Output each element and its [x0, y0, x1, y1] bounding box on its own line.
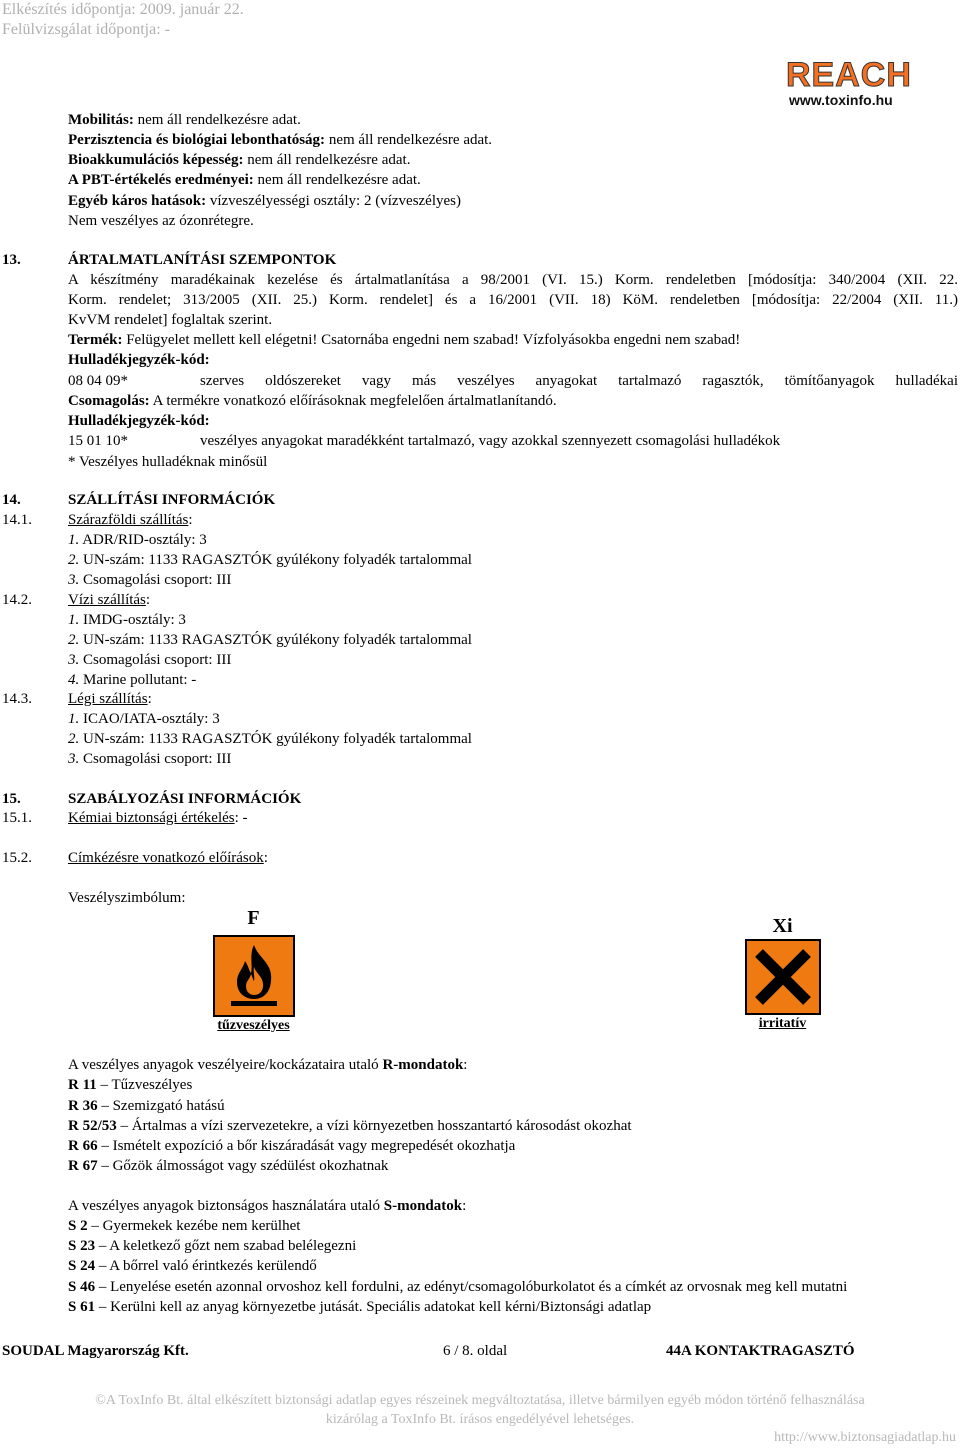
footer-url[interactable]: http://www.biztonsagiadatlap.hu	[774, 1430, 956, 1445]
water-item	[68, 650, 231, 670]
bioacc-value: nem áll rendelkezésre adat.	[243, 152, 411, 168]
mobility-label: Mobilitás:	[68, 112, 134, 128]
chem-safety-value: : -	[234, 810, 248, 826]
hazard-symbol-label: Veszélyszimbólum:	[68, 890, 186, 906]
section-13-number: 13.	[2, 252, 21, 268]
s-phrase-text: Gyermekek kezébe nem kerülhet	[102, 1218, 301, 1234]
land-item	[68, 570, 231, 590]
persistence-label: Perzisztencia és biológiai lebonthatóság:	[68, 132, 326, 148]
mobility-value: nem áll rendelkezésre adat.	[133, 112, 301, 128]
ozone-line: Nem veszélyes az ózonrétegre.	[68, 213, 254, 229]
land-item-number: 1.	[68, 532, 80, 548]
hazardous-waste-note: * Veszélyes hulladéknak minősül	[68, 454, 268, 470]
irritant-caption: irritatív	[758, 1016, 807, 1031]
chem-safety-number: 15.1.	[2, 810, 32, 826]
packaging-value: A termékre vonatkozó előírásoknak megfelelően ártalmatlanítandó.	[149, 393, 557, 409]
created-date: Elkészítés időpontja: 2009. január 22.	[2, 1, 244, 18]
s-phrase: S 61 – Kerülni kell az anyag környezetbe jutását. Speciális adatokat kell kérni/Biztonsági adatlap	[68, 1299, 652, 1315]
s-intro-bold: S-mondatok	[383, 1198, 463, 1214]
water-transport-heading: Vízi szállítás:	[68, 592, 151, 608]
s13-paragraph-line3: KvVM rendelet] foglaltak szerint.	[68, 312, 273, 328]
air-item-number: 1.	[68, 711, 80, 727]
land-item	[68, 550, 472, 570]
cross-icon	[745, 939, 821, 1015]
s13-paragraph-line2: Korm. rendelet; 313/2005 (XII. 25.) Korm. rendelet] és a 16/2001 (VII. 18) KöM. rendeletben [módosítja: 22/2004 (XII. 11.)	[68, 292, 958, 308]
s-phrase-code: S 46	[68, 1279, 96, 1295]
water-item-number: 3.	[68, 652, 80, 668]
r-phrase-code: R 36	[68, 1098, 98, 1114]
packaging-label: Csomagolás:	[68, 393, 150, 409]
water-item-number: 2.	[68, 632, 80, 648]
footer-page: 6 / 8. oldal	[443, 1343, 508, 1359]
water-item-text: IMDG-osztály: 3	[83, 612, 186, 628]
land-item	[68, 530, 207, 550]
flammable-symbol	[206, 907, 301, 1037]
irritant-symbol	[740, 915, 825, 1035]
r-intro-colon: :	[463, 1057, 468, 1073]
labelling-heading: Címkézésre vonatkozó előírások:	[68, 850, 268, 866]
s-phrase: S 23 – A keletkező gőzt nem szabad belélegezni	[68, 1238, 357, 1254]
s-phrase-code: S 23	[68, 1238, 96, 1254]
air-item-number: 2.	[68, 731, 80, 747]
flammable-caption: tűzveszélyes	[217, 1018, 290, 1033]
s13-paragraph-line1: A készítmény maradékainak kezelése és ártalmatlanítása a 98/2001 (VI. 15.) Korm. rendeletben [módosítja: 340/2004 (XII. 22.	[68, 272, 958, 288]
packaging-line	[68, 391, 557, 411]
r-phrase-text: Gőzök álmosságot vagy szédülést okozhatnak	[112, 1158, 389, 1174]
section-14-number: 14.	[2, 492, 21, 508]
s-intro-colon: :	[462, 1198, 467, 1214]
r-intro-text: A veszélyes anyagok veszélyeire/kockázataira utaló	[68, 1057, 383, 1073]
product-label: Termék:	[68, 332, 123, 348]
r-phrase-text: Tűzveszélyes	[111, 1077, 193, 1093]
s-phrase-text: Kerülni kell az anyag környezetbe jutását. Speciális adatokat kell kérni/Biztonsági adatlap	[110, 1299, 652, 1315]
pbt-line	[68, 170, 421, 190]
product-line	[68, 330, 740, 350]
labelling-number: 15.2.	[2, 850, 32, 866]
other-effects-line	[68, 191, 461, 211]
r-phrase-text: Ismételt expozíció a bőr kiszáradását vagy megrepedését okozhatja	[112, 1138, 516, 1154]
product-value: Felügyelet mellett kell elégetni! Csatornába engedni nem szabad! Vízfolyásokba engedni nem szabad!	[122, 332, 741, 348]
pbt-value: nem áll rendelkezésre adat.	[253, 172, 421, 188]
water-item-text: UN-szám: 1133 RAGASZTÓK gyúlékony folyadék tartalommal	[83, 632, 472, 648]
r-phrase: R 66 – Ismételt expozíció a bőr kiszáradását vagy megrepedését okozhatja	[68, 1138, 516, 1154]
waste-code-2: 15 01 10*	[68, 433, 128, 449]
land-item-text: ADR/RID-osztály: 3	[82, 532, 207, 548]
s-phrase: S 46 – Lenyelése esetén azonnal orvoshoz kell fordulni, az edényt/csomagolóburkolatot és a címkét az orvosnak meg kell mutatni	[68, 1279, 848, 1295]
r-phrase-text: Ártalmas a vízi szervezetekre, a vízi környezetben hosszantartó károsodást okozhat	[131, 1118, 632, 1134]
r-phrase: R 52/53 – Ártalmas a vízi szervezetekre, a vízi környezetben hosszantartó károsodást okozhat	[68, 1118, 632, 1134]
land-item-text: Csomagolási csoport: III	[83, 572, 232, 588]
land-transport-heading: Szárazföldi szállítás:	[68, 512, 193, 528]
air-item-text: ICAO/IATA-osztály: 3	[83, 711, 220, 727]
r-phrase: R 67 – Gőzök álmosságot vagy szédülést okozhatnak	[68, 1158, 389, 1174]
water-item	[68, 630, 472, 650]
section-15-title: SZABÁLYOZÁSI INFORMÁCIÓK	[68, 791, 302, 807]
pbt-label: A PBT-értékelés eredményei:	[68, 172, 254, 188]
water-transport-number: 14.2.	[2, 592, 32, 608]
s-intro-text: A veszélyes anyagok biztonságos használatára utaló	[68, 1198, 384, 1214]
air-item-number: 3.	[68, 751, 80, 767]
air-transport-number: 14.3.	[2, 691, 32, 707]
r-phrase-code: R 11	[68, 1077, 97, 1093]
land-item-number: 3.	[68, 572, 80, 588]
other-effects-label: Egyéb káros hatások:	[68, 193, 207, 209]
air-transport-label: Légi szállítás	[68, 691, 148, 707]
s-phrase-text: A bőrrel való érintkezés kerülendő	[109, 1258, 317, 1274]
persistence-line	[68, 130, 492, 150]
footer-copyright-line2: kizárólag a ToxInfo Bt. írásos engedélyével lehetséges.	[325, 1412, 635, 1427]
air-item	[68, 749, 231, 769]
r-phrase-code: R 52/53	[68, 1118, 117, 1134]
air-item	[68, 709, 220, 729]
s-phrase: S 24 – A bőrrel való érintkezés kerülendő	[68, 1258, 317, 1274]
s-phrase: S 2 – Gyermekek kezébe nem kerülhet	[68, 1218, 301, 1234]
r-phrase-text: Szemizgató hatású	[112, 1098, 225, 1114]
revised-date: Felülvizsgálat időpontja: -	[2, 21, 170, 38]
air-item-text: Csomagolási csoport: III	[83, 751, 232, 767]
logo-text: REACH	[786, 56, 912, 94]
r-phrase-code: R 66	[68, 1138, 98, 1154]
waste-code-label-1: Hulladékjegyzék-kód:	[68, 352, 210, 368]
land-transport-label: Szárazföldi szállítás	[68, 512, 189, 528]
r-phrase-code: R 67	[68, 1158, 98, 1174]
bioacc-line	[68, 150, 410, 170]
air-transport-heading: Légi szállítás:	[68, 691, 152, 707]
land-item-text: UN-szám: 1133 RAGASZTÓK gyúlékony folyadék tartalommal	[83, 552, 472, 568]
persistence-value: nem áll rendelkezésre adat.	[325, 132, 493, 148]
chem-safety-line	[68, 808, 248, 828]
footer-company: SOUDAL Magyarország Kft.	[2, 1343, 189, 1359]
air-item-text: UN-szám: 1133 RAGASZTÓK gyúlékony folyadék tartalommal	[83, 731, 472, 747]
other-effects-value: vízveszélyességi osztály: 2 (vízveszélyes)	[206, 193, 461, 209]
section-14-title: SZÁLLÍTÁSI INFORMÁCIÓK	[68, 492, 276, 508]
logo-url: www.toxinfo.hu	[789, 92, 893, 108]
water-item-text: Csomagolási csoport: III	[83, 652, 232, 668]
water-item-number: 1.	[68, 612, 80, 628]
r-phrase: R 36 – Szemizgató hatású	[68, 1098, 225, 1114]
chem-safety-label: Kémiai biztonsági értékelés	[68, 810, 235, 826]
r-phrase: R 11 – Tűzveszélyes	[68, 1077, 193, 1093]
water-item-number: 4.	[68, 672, 80, 688]
s-phrase-code: S 24	[68, 1258, 96, 1274]
land-item-number: 2.	[68, 552, 80, 568]
s-phrase-text: Lenyelése esetén azonnal orvoshoz kell fordulni, az edényt/csomagolóburkolatot és a címkét az orvosnak meg kell mutatni	[110, 1279, 848, 1295]
section-15-number: 15.	[2, 791, 21, 807]
air-item	[68, 729, 472, 749]
water-item-text: Marine pollutant: -	[83, 672, 197, 688]
footer-product: 44A KONTAKTRAGASZTÓ	[666, 1343, 855, 1359]
footer-copyright-line1: ©A ToxInfo Bt. által elkészített biztonsági adatlap egyes részeinek megváltoztatása, illetve bármilyen egyéb módon történő felhasználása	[95, 1393, 865, 1408]
land-transport-number: 14.1.	[2, 512, 32, 528]
water-transport-label: Vízi szállítás	[68, 592, 146, 608]
waste-code-1-desc: szerves oldószereket vagy más veszélyes anyagokat tartalmazó ragasztók, tömítőanyagok hulladékai	[200, 373, 958, 389]
water-item	[68, 670, 196, 690]
s-phrases-intro	[68, 1196, 466, 1216]
r-intro-bold: R-mondatok	[382, 1057, 464, 1073]
bioacc-label: Bioakkumulációs képesség:	[68, 152, 244, 168]
s-phrase-text: A keletkező gőzt nem szabad belélegezni	[109, 1238, 357, 1254]
water-item	[68, 610, 186, 630]
section-13-title: ÁRTALMATLANÍTÁSI SZEMPONTOK	[68, 252, 337, 268]
flame-icon	[213, 935, 295, 1017]
flammable-letter: F	[247, 907, 260, 929]
s-phrase-code: S 61	[68, 1299, 96, 1315]
irritant-letter: Xi	[772, 915, 793, 937]
labelling-label: Címkézésre vonatkozó előírások	[68, 850, 264, 866]
r-phrases-intro	[68, 1055, 467, 1075]
waste-code-1: 08 04 09*	[68, 373, 128, 389]
waste-code-2-desc: veszélyes anyagokat maradékként tartalmazó, vagy azokkal szennyezett csomagolási hulladékok	[200, 433, 781, 449]
mobility-line	[68, 110, 301, 130]
reach-logo	[786, 58, 936, 108]
s-phrase-code: S 2	[68, 1218, 88, 1234]
waste-code-label-2: Hulladékjegyzék-kód:	[68, 413, 210, 429]
